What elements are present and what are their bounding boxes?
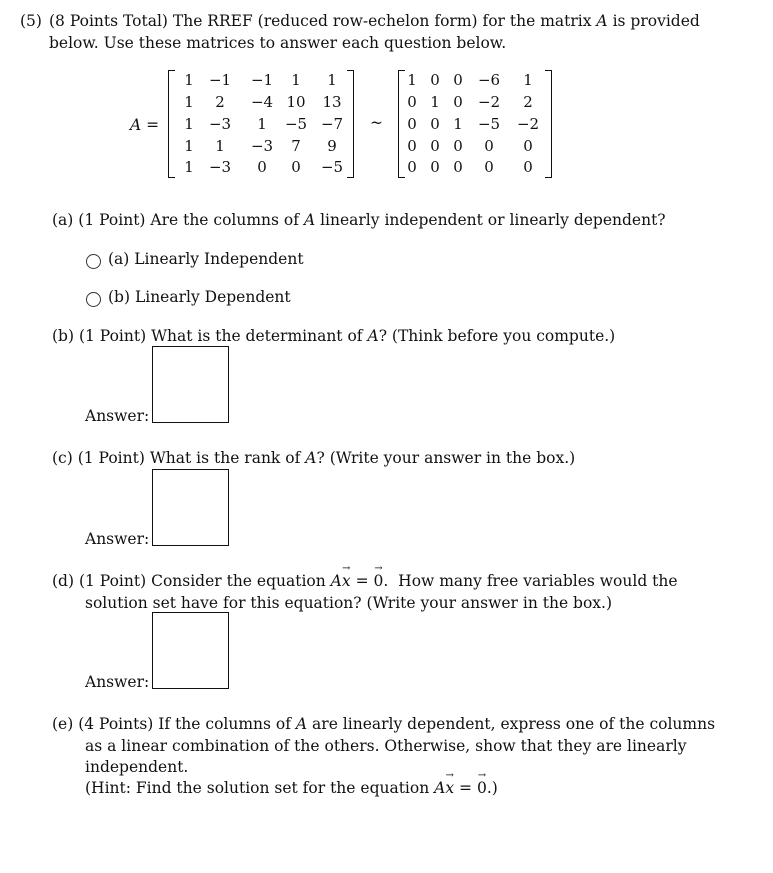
- equals-sign: =: [459, 779, 473, 797]
- part-c-label: (c): [52, 449, 73, 467]
- rank-answer-box[interactable]: [152, 469, 229, 546]
- vector-arrow-icon: →: [374, 563, 383, 574]
- matrix-rref-cell-r3c5: −2: [516, 115, 540, 133]
- part-a-label: (a): [52, 211, 74, 229]
- vector-zero: 0 →: [373, 563, 384, 590]
- vector-x: x →: [341, 563, 351, 590]
- bracket-right-icon: [545, 70, 552, 178]
- matrix-rref-cell-r5c5: 0: [523, 158, 533, 176]
- matrix-rref-cell-r5c2: 0: [430, 158, 440, 176]
- question-header-line2: below. Use these matrices to answer each question below.: [49, 34, 507, 52]
- matrix-rref-cell-r2c4: −2: [477, 93, 501, 111]
- matrix-rref-cell-r4c3: 0: [453, 137, 463, 155]
- radio-dependent[interactable]: [86, 292, 101, 307]
- part-d-question-line1: (d) (1 Point) Consider the equation Ax → = 0 → . How many free variables would the: [52, 563, 678, 590]
- matrix-a-cell-r5c1: 1: [184, 158, 194, 176]
- part-b-label: (b): [52, 327, 75, 345]
- matrix-variable: A: [367, 327, 379, 345]
- matrix-rref-cell-r4c2: 0: [430, 137, 440, 155]
- hint-text: (Hint: Find the solution set for the equation: [85, 779, 430, 797]
- matrix-variable: A: [434, 779, 446, 797]
- part-a-question: [52, 211, 666, 229]
- radio-independent[interactable]: [86, 254, 101, 269]
- part-d-text: (1 Point) Consider the equation: [78, 572, 326, 590]
- matrix-a-cell-r4c2: 1: [215, 137, 225, 155]
- matrix-rref-cell-r3c3: 1: [453, 115, 463, 133]
- part-d-answer-label: Answer:: [85, 673, 150, 691]
- free-variables-answer-box[interactable]: [152, 612, 229, 689]
- matrix-rref-cell-r1c1: 1: [407, 71, 417, 89]
- matrix-a-cell-r2c1: 1: [184, 93, 194, 111]
- part-a-text-tail: linearly independent or linearly dependent?: [320, 211, 666, 229]
- part-e-label: (e): [52, 715, 74, 733]
- row-equivalent-symbol: ~: [370, 114, 383, 132]
- matrix-a-cell-r3c5: −7: [320, 115, 344, 133]
- part-e-line1: [52, 715, 715, 733]
- matrix-variable: A: [596, 12, 608, 30]
- matrix-rref-cell-r3c2: 0: [430, 115, 440, 133]
- part-d-label: (d): [52, 572, 75, 590]
- part-d-text-tail: How many free variables would the: [398, 572, 678, 590]
- matrix-a-cell-r2c4: 10: [286, 93, 306, 111]
- matrix-a-cell-r2c2: 2: [215, 93, 225, 111]
- part-c-text-tail: ? (Write your answer in the box.): [316, 449, 576, 467]
- matrix-a-cell-r5c3: 0: [257, 158, 267, 176]
- matrix-rref-cell-r3c1: 0: [407, 115, 417, 133]
- matrix-a-cell-r3c2: −3: [208, 115, 232, 133]
- matrix-rref-cell-r1c5: 1: [523, 71, 533, 89]
- matrix-rref-cell-r2c5: 2: [523, 93, 533, 111]
- matrix-rref-cell-r2c1: 0: [407, 93, 417, 111]
- matrix-a-cell-r3c3: 1: [257, 115, 267, 133]
- vector-arrow-icon: →: [342, 563, 351, 574]
- part-b-question: [52, 327, 615, 345]
- matrix-rref-cell-r1c3: 0: [453, 71, 463, 89]
- part-d-question-line2: solution set have for this equation? (Write your answer in the box.): [85, 594, 613, 612]
- matrix-a-cell-r3c4: −5: [284, 115, 308, 133]
- matrix-rref-cell-r4c1: 0: [407, 137, 417, 155]
- matrix-rref-cell-r4c5: 0: [523, 137, 533, 155]
- matrix-a-cell-r4c5: 9: [327, 137, 337, 155]
- matrix-rref-cell-r5c4: 0: [484, 158, 494, 176]
- matrix-lhs-label: A =: [130, 116, 160, 134]
- equals-sign: =: [355, 572, 369, 590]
- part-e-line3: independent.: [85, 758, 189, 776]
- header-text: (8 Points Total) The RREF (reduced row-echelon form) for the matrix: [49, 12, 592, 30]
- option-dependent-label: (b) Linearly Dependent: [108, 288, 291, 306]
- part-c-question: [52, 449, 575, 467]
- matrix-rref-cell-r1c2: 0: [430, 71, 440, 89]
- matrix-variable: A: [330, 572, 342, 590]
- matrix-variable: A: [295, 715, 308, 733]
- matrix-a-cell-r2c3: −4: [250, 93, 274, 111]
- header-text-tail: is provided: [612, 12, 700, 30]
- matrix-a-cell-r5c2: −3: [208, 158, 232, 176]
- matrix-a-cell-r3c1: 1: [184, 115, 194, 133]
- matrix-a-cell-r4c1: 1: [184, 137, 194, 155]
- matrix-rref: [398, 70, 552, 180]
- part-e-text: (4 Points) If the columns of: [78, 715, 291, 733]
- part-e-text-tail: are linearly dependent, express one of the columns: [312, 715, 716, 733]
- matrix-a-cell-r1c4: 1: [291, 71, 301, 89]
- matrix-a: [168, 70, 354, 180]
- matrix-a-cell-r5c4: 0: [291, 158, 301, 176]
- option-independent-label: (a) Linearly Independent: [108, 250, 304, 268]
- question-header-line1: [49, 12, 700, 30]
- matrix-rref-cell-r3c4: −5: [477, 115, 501, 133]
- matrix-rref-cell-r5c1: 0: [407, 158, 417, 176]
- part-e-hint: (Hint: Find the solution set for the equation Ax → = 0 → .): [85, 770, 498, 797]
- part-b-text-tail: ? (Think before you compute.): [378, 327, 616, 345]
- matrix-a-cell-r1c1: 1: [184, 71, 194, 89]
- matrix-a-cell-r1c5: 1: [327, 71, 337, 89]
- part-c-answer-label: Answer:: [85, 530, 150, 548]
- matrix-rref-cell-r4c4: 0: [484, 137, 494, 155]
- matrix-a-cell-r4c4: 7: [291, 137, 301, 155]
- part-b-answer-label: Answer:: [85, 407, 150, 425]
- determinant-answer-box[interactable]: [152, 346, 229, 423]
- matrix-rref-cell-r5c3: 0: [453, 158, 463, 176]
- matrix-variable: A: [303, 211, 316, 229]
- matrix-a-cell-r1c2: −1: [208, 71, 232, 89]
- hint-close-paren: ): [491, 779, 498, 797]
- matrix-a-cell-r5c5: −5: [320, 158, 344, 176]
- part-b-text: (1 Point) What is the determinant of: [78, 327, 363, 345]
- matrix-a-cell-r2c5: 13: [322, 93, 342, 111]
- vector-x: x →: [445, 770, 455, 797]
- part-c-text: (1 Point) What is the rank of: [77, 449, 301, 467]
- matrix-rref-cell-r1c4: −6: [477, 71, 501, 89]
- matrix-a-cell-r4c3: −3: [250, 137, 274, 155]
- part-e-line2: as a linear combination of the others. Otherwise, show that they are linearly: [85, 737, 687, 755]
- vector-arrow-icon: →: [477, 770, 487, 781]
- matrix-a-cell-r1c3: −1: [250, 71, 274, 89]
- part-a-text: (1 Point) Are the columns of: [78, 211, 299, 229]
- matrix-rref-cell-r2c3: 0: [453, 93, 463, 111]
- matrix-variable: A: [305, 449, 317, 467]
- vector-zero: 0 →: [476, 770, 487, 797]
- question-number: (5): [20, 12, 42, 30]
- matrix-rref-cell-r2c2: 1: [430, 93, 440, 111]
- vector-arrow-icon: →: [445, 770, 454, 781]
